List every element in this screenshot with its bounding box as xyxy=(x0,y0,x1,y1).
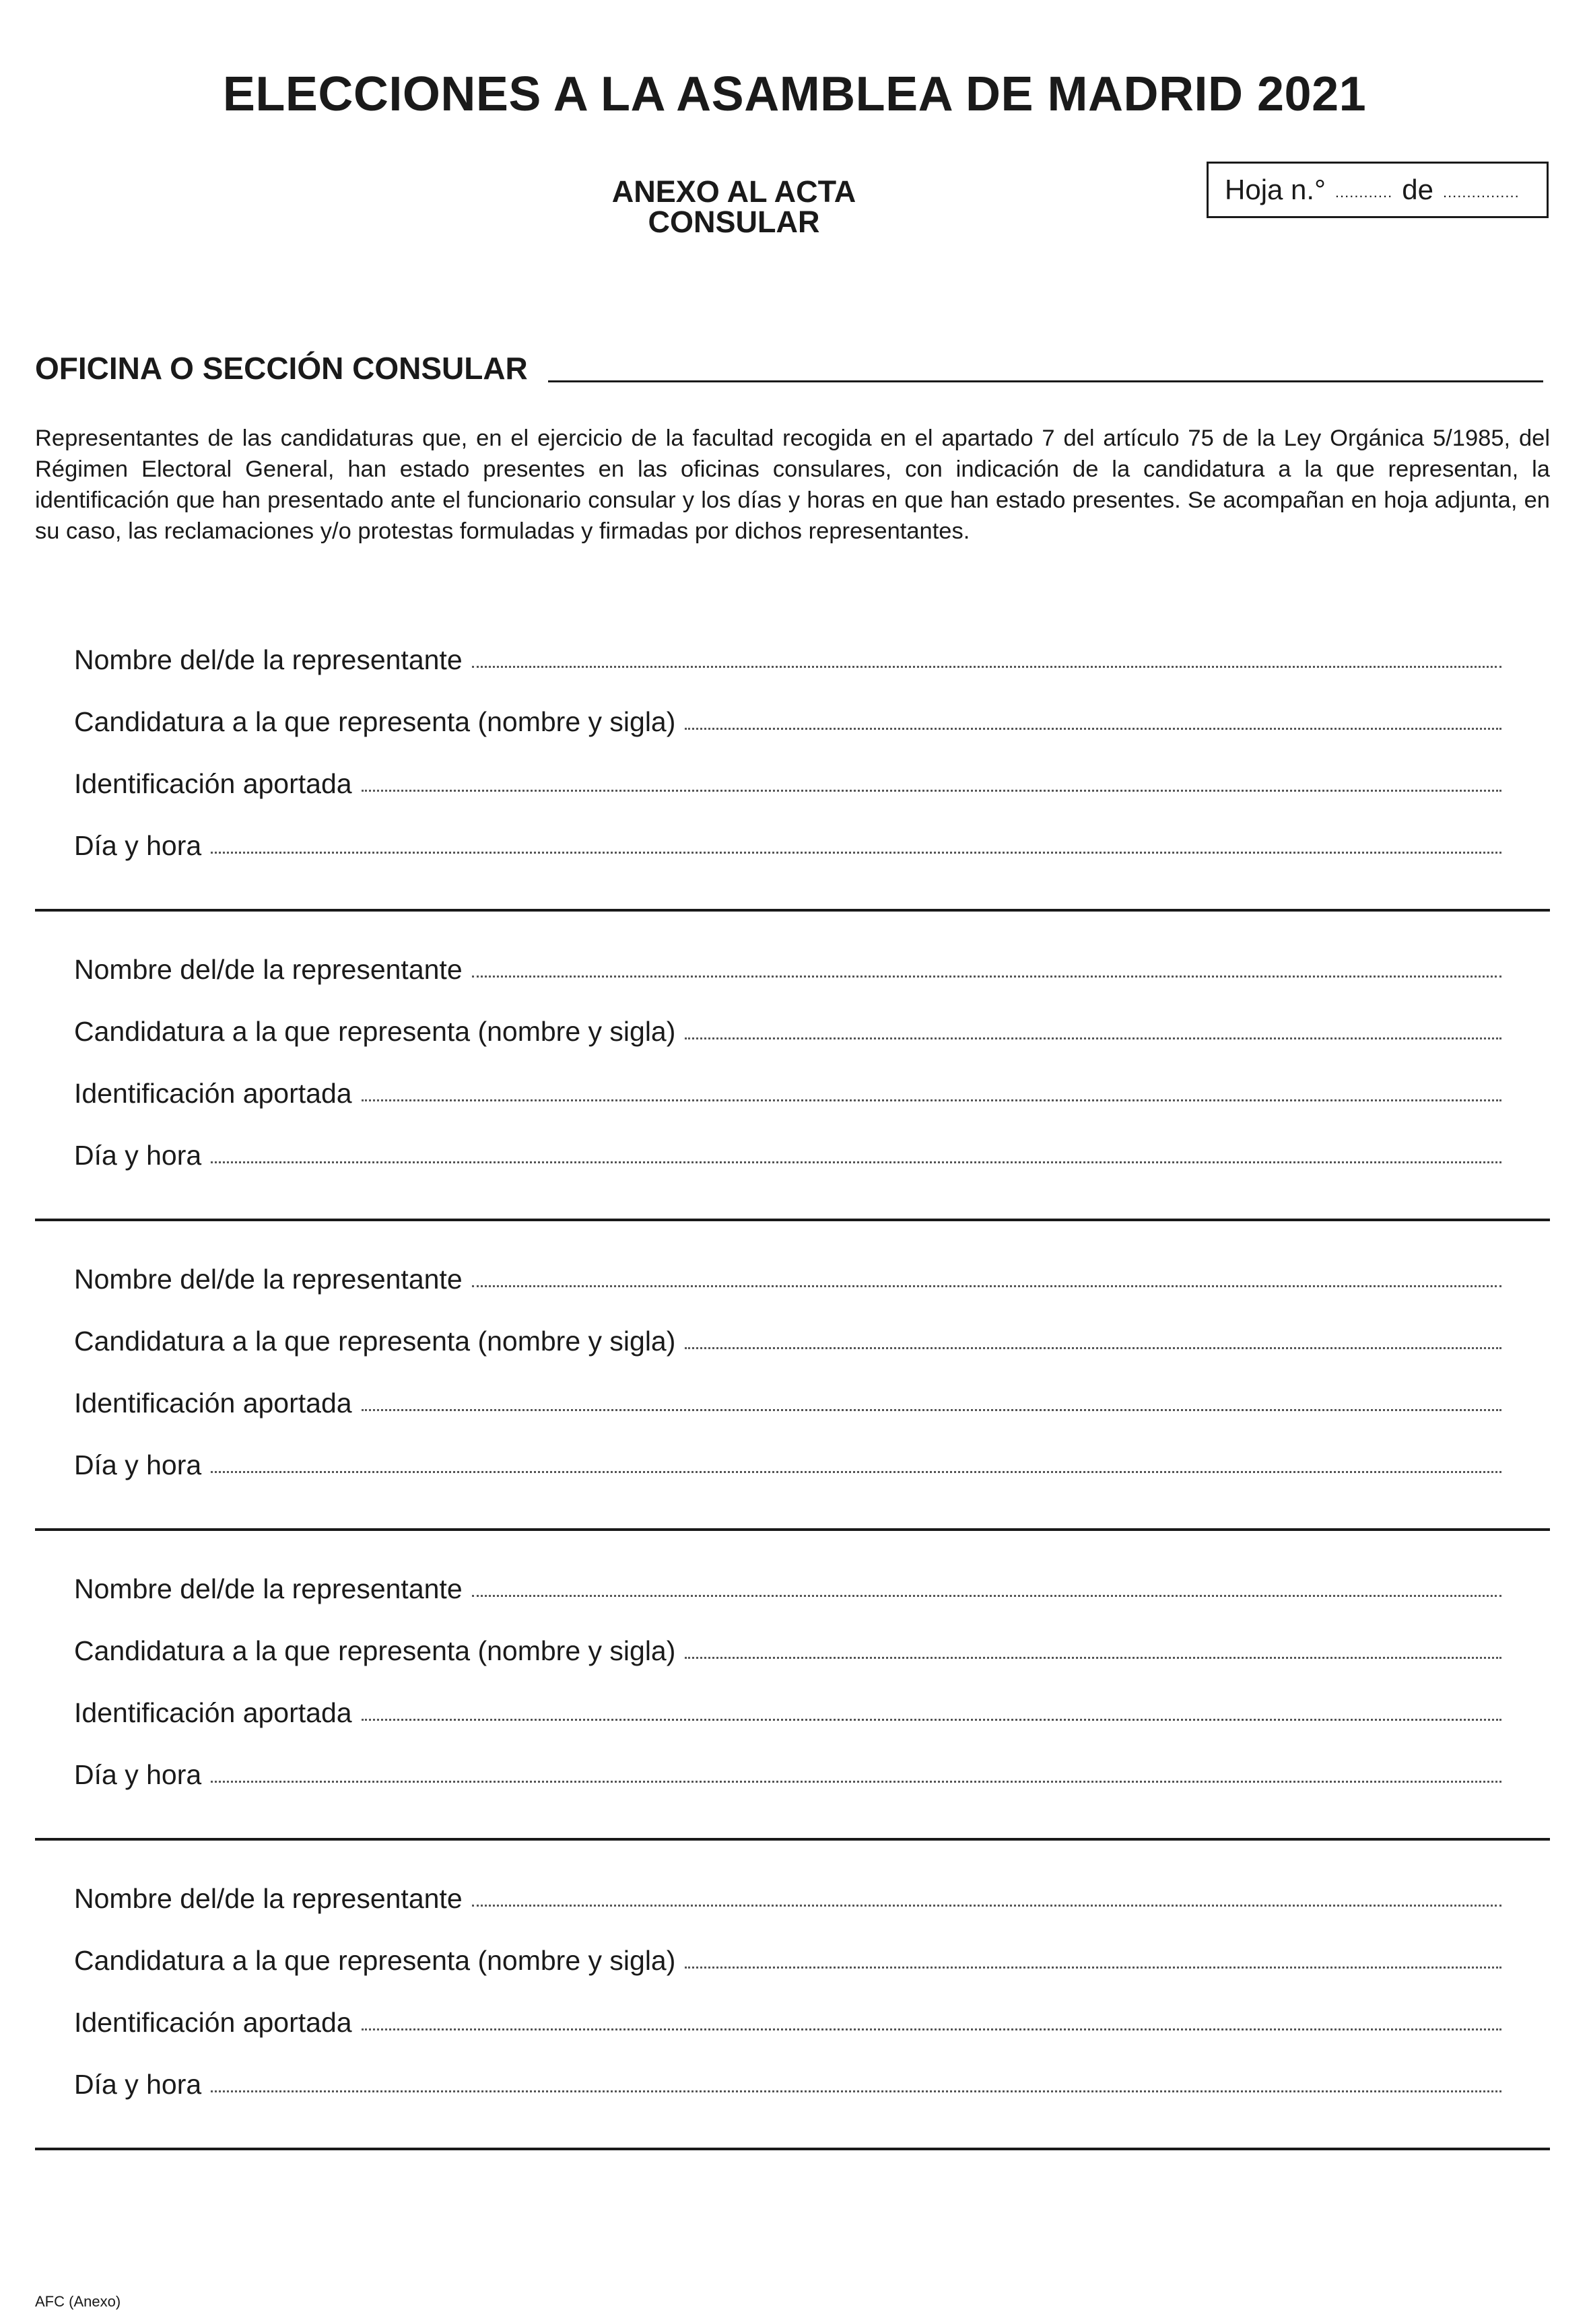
dia-hora-label: Día y hora xyxy=(74,1140,202,1171)
identificacion-input[interactable] xyxy=(362,789,1501,792)
candidatura-label: Candidatura a la que representa (nombre y sigla) xyxy=(74,1326,676,1357)
representative-block xyxy=(35,1885,1550,2195)
representative-block xyxy=(35,1266,1550,1575)
dia-hora-label: Día y hora xyxy=(74,1449,202,1480)
candidatura-input[interactable] xyxy=(685,1346,1501,1349)
identificacion-input[interactable] xyxy=(362,1408,1501,1411)
nombre-field[interactable] xyxy=(74,1885,1501,1913)
dia-hora-field[interactable] xyxy=(74,1451,1501,1479)
nombre-field[interactable] xyxy=(74,956,1501,984)
candidatura-field[interactable] xyxy=(74,1637,1501,1665)
dia-hora-label: Día y hora xyxy=(74,830,202,861)
candidatura-field[interactable] xyxy=(74,1947,1501,1975)
candidatura-field[interactable] xyxy=(74,1328,1501,1355)
candidatura-label: Candidatura a la que representa (nombre y sigla) xyxy=(74,1945,676,1976)
nombre-field[interactable] xyxy=(74,646,1501,674)
nombre-input[interactable] xyxy=(472,1594,1501,1597)
oficina-input-line[interactable] xyxy=(548,380,1543,382)
dia-hora-input[interactable] xyxy=(211,2090,1501,2092)
total-sheets-field[interactable]: ................ xyxy=(1442,184,1520,201)
identificacion-input[interactable] xyxy=(362,1099,1501,1101)
nombre-label: Nombre del/de la representante xyxy=(74,644,463,675)
identificacion-input[interactable] xyxy=(362,1718,1501,1721)
candidatura-input[interactable] xyxy=(685,1966,1501,1969)
block-separator xyxy=(35,1838,1550,1841)
nombre-label: Nombre del/de la representante xyxy=(74,1573,463,1604)
dia-hora-field[interactable] xyxy=(74,2071,1501,2098)
nombre-input[interactable] xyxy=(472,975,1501,978)
block-separator xyxy=(35,1528,1550,1531)
dia-hora-input[interactable] xyxy=(211,1161,1501,1163)
identificacion-field[interactable] xyxy=(74,770,1501,798)
nombre-input[interactable] xyxy=(472,665,1501,668)
document-title: ELECCIONES A LA ASAMBLEA DE MADRID 2021 xyxy=(222,67,1367,121)
identificacion-field[interactable] xyxy=(74,1699,1501,1727)
block-separator xyxy=(35,909,1550,912)
identificacion-label: Identificación aportada xyxy=(74,1388,352,1419)
document-subtitle: ANEXO AL ACTA CONSULAR xyxy=(611,174,856,239)
dia-hora-label: Día y hora xyxy=(74,1759,202,1790)
identificacion-field[interactable] xyxy=(74,1390,1501,1417)
candidatura-input[interactable] xyxy=(685,1656,1501,1659)
intro-paragraph: Representantes de las candidaturas que, en el ejercicio de la facultad recogida en el apartado 7 del artículo 75 de la Ley Orgánica 5/1985, del Régimen Electoral General, han estado presentes en las oficinas consulares, con indicación de la candidatura a la que representan, la identificación que han presentado ante el funcionario consular y los días y horas en que han estado presentes. Se acompañan en hoja adjunta, en su caso, las reclamaciones y/o protestas formuladas y firmadas por dichos representantes. xyxy=(35,425,1550,544)
dia-hora-field[interactable] xyxy=(74,832,1501,860)
representative-block xyxy=(35,956,1550,1266)
identificacion-field[interactable] xyxy=(74,2009,1501,2037)
identificacion-input[interactable] xyxy=(362,2028,1501,2030)
nombre-input[interactable] xyxy=(472,1285,1501,1287)
dia-hora-input[interactable] xyxy=(211,1780,1501,1783)
de-label: de xyxy=(1402,174,1433,205)
identificacion-label: Identificación aportada xyxy=(74,1078,352,1109)
dia-hora-label: Día y hora xyxy=(74,2069,202,2100)
candidatura-label: Candidatura a la que representa (nombre y sigla) xyxy=(74,706,676,737)
oficina-label: OFICINA O SECCIÓN CONSULAR xyxy=(35,351,528,386)
hoja-number-field[interactable]: ............ xyxy=(1334,184,1393,201)
representative-block xyxy=(35,1575,1550,1885)
dia-hora-field[interactable] xyxy=(74,1761,1501,1789)
dia-hora-input[interactable] xyxy=(211,1470,1501,1473)
nombre-input[interactable] xyxy=(472,1904,1501,1907)
hoja-label: Hoja n.° xyxy=(1225,174,1326,205)
nombre-label: Nombre del/de la representante xyxy=(74,1264,463,1295)
nombre-field[interactable] xyxy=(74,1575,1501,1603)
representative-block xyxy=(35,646,1550,956)
candidatura-input[interactable] xyxy=(685,727,1501,730)
oficina-row xyxy=(35,353,1554,384)
identificacion-label: Identificación aportada xyxy=(74,768,352,799)
form-code: AFC (Anexo) xyxy=(35,2293,121,2310)
identificacion-field[interactable] xyxy=(74,1080,1501,1107)
candidatura-input[interactable] xyxy=(685,1037,1501,1039)
block-separator xyxy=(35,1219,1550,1221)
candidatura-label: Candidatura a la que representa (nombre y sigla) xyxy=(74,1016,676,1047)
nombre-label: Nombre del/de la representante xyxy=(74,1883,463,1914)
block-separator xyxy=(35,2148,1550,2150)
dia-hora-input[interactable] xyxy=(211,851,1501,854)
candidatura-label: Candidatura a la que representa (nombre y sigla) xyxy=(74,1635,676,1666)
nombre-label: Nombre del/de la representante xyxy=(74,954,463,985)
identificacion-label: Identificación aportada xyxy=(74,1697,352,1728)
sheet-number-box xyxy=(1207,162,1549,218)
candidatura-field[interactable] xyxy=(74,708,1501,736)
dia-hora-field[interactable] xyxy=(74,1142,1501,1169)
candidatura-field[interactable] xyxy=(74,1018,1501,1046)
nombre-field[interactable] xyxy=(74,1266,1501,1293)
identificacion-label: Identificación aportada xyxy=(74,2007,352,2038)
